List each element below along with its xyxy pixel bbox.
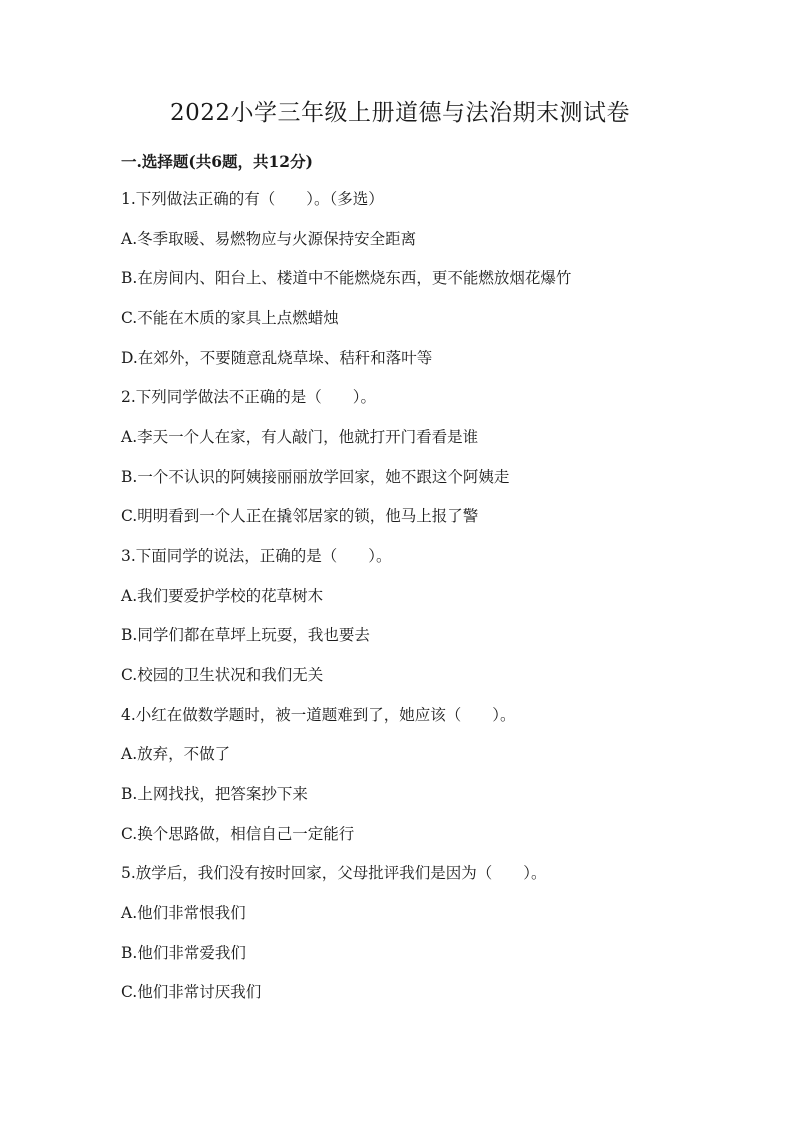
question-4-option-a: A.放弃，不做了 [121,745,231,763]
question-2-option-a: A.李天一个人在家，有人敲门，他就打开门看看是谁 [121,428,479,446]
section-heading: 一.选择题(共6题，共12分) [121,152,313,171]
question-4-option-b: B.上网找找，把答案抄下来 [121,785,308,803]
question-1-option-d: D.在郊外，不要随意乱烧草垛、秸秆和落叶等 [121,349,433,367]
question-3-option-b: B.同学们都在草坪上玩耍，我也要去 [121,626,370,644]
question-3-option-c: C.校园的卫生状况和我们无关 [121,666,324,684]
question-5-option-c: C.他们非常讨厌我们 [121,983,262,1001]
question-1-option-a: A.冬季取暖、易燃物应与火源保持安全距离 [121,230,417,248]
question-1-stem: 1.下列做法正确的有（ ）。（多选） [121,190,384,208]
question-5-option-a: A.他们非常恨我们 [121,904,246,922]
question-2-option-c: C.明明看到一个人正在撬邻居家的锁，他马上报了警 [121,507,479,525]
question-1-option-c: C.不能在木质的家具上点燃蜡烛 [121,309,339,327]
question-3-stem: 3.下面同学的说法，正确的是（ ）。 [121,547,392,565]
question-2-stem: 2.下列同学做法不正确的是（ ）。 [121,388,377,406]
page-title: 2022小学三年级上册道德与法治期末测试卷 [169,100,631,126]
question-5-option-b: B.他们非常爱我们 [121,944,246,962]
question-4-stem: 4.小红在做数学题时，被一道题难到了，她应该（ ）。 [121,706,516,724]
question-2-option-b: B.一个不认识的阿姨接丽丽放学回家，她不跟这个阿姨走 [121,468,510,486]
question-5-stem: 5.放学后，我们没有按时回家，父母批评我们是因为（ ）。 [121,864,547,882]
question-4-option-c: C.换个思路做，相信自己一定能行 [121,825,355,843]
question-1-option-b: B.在房间内、阳台上、楼道中不能燃烧东西，更不能燃放烟花爆竹 [121,269,572,287]
question-3-option-a: A.我们要爱护学校的花草树木 [121,587,324,605]
